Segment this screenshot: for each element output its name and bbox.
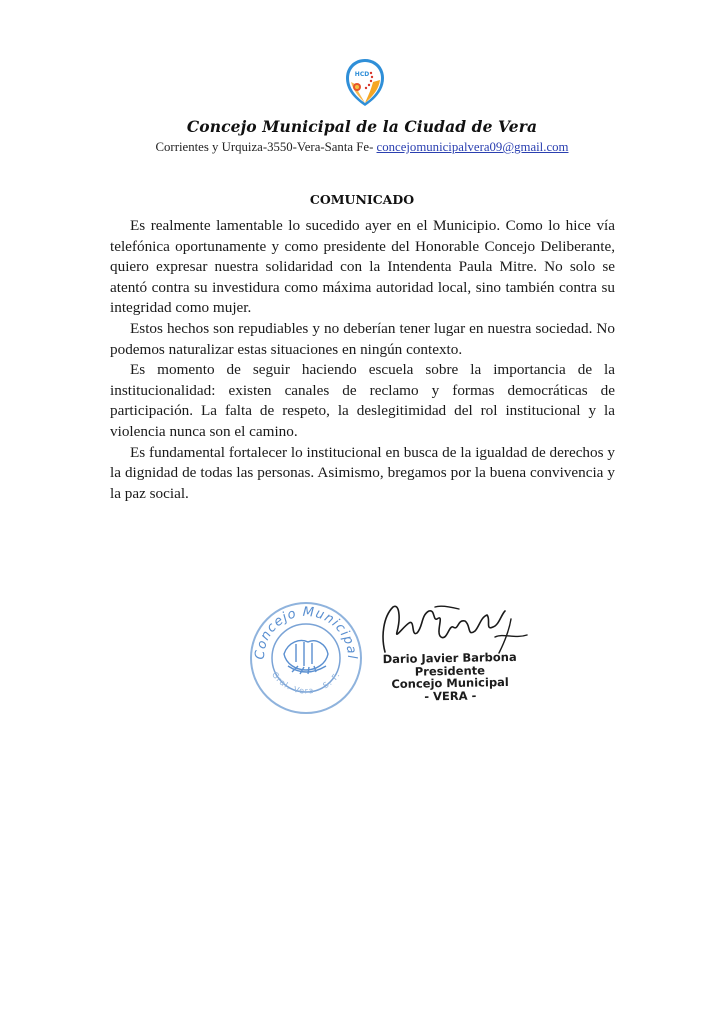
signer-title: Presidente — [414, 662, 486, 679]
document-heading: COMUNICADO — [309, 192, 415, 207]
signature-block — [380, 651, 521, 703]
organization-title: Concejo Municipal de la Ciudad de Vera — [186, 117, 538, 136]
signer-name: Dario Javier Barbona — [382, 649, 517, 667]
address-text: Corrientes y Urquiza-3550-Vera-Santa Fe- — [155, 140, 377, 154]
svg-text:Concejo Municipal — [253, 605, 359, 660]
official-stamp — [246, 596, 366, 716]
paragraph: Es momento de seguir haciendo escuela sobre la importancia de la institucionalidad: existen canales de reclamo y formas democráticas de participación. La falta de respeto, la deslegitimidad del rol institucional y la violencia nunca son el camino. — [110, 361, 615, 440]
signer-city: - VERA - — [424, 688, 477, 703]
organization-address — [0, 140, 724, 155]
stamp-emblem — [284, 641, 328, 675]
signer-organization: Concejo Municipal — [391, 674, 509, 692]
paragraph: Es realmente lamentable lo sucedido ayer en el Municipio. Como lo hice vía telefónica oportunamente y como presidente del Honorable Concejo Deliberante, quiero expresar nuestra solidaridad con la Intendenta Paula Mitre. No solo se atentó contra su investidura como máxima autoridad local, sino también contra su integridad como mujer. — [110, 217, 615, 317]
email-link[interactable]: concejomunicipalvera09@gmail.com — [376, 140, 569, 154]
paragraph: Estos hechos son repudiables y no deberían tener lugar en nuestra sociedad. No podemos naturalizar estas situaciones en ningún contexto. — [110, 319, 615, 358]
handwritten-signature — [375, 597, 535, 657]
paragraph: Es fundamental fortalecer lo institucional en busca de la igualdad de derechos y la dignidad de todas las personas. Asimismo, bregamos por la buena convivencia y la paz social. — [110, 443, 615, 502]
council-logo — [343, 56, 387, 108]
svg-text:Gral. Vera - S. F. — [270, 670, 342, 695]
stamp-text-bottom: Gral. Vera - S. F. — [270, 670, 342, 696]
stamp-text-top: Concejo Municipal — [252, 604, 360, 661]
document-body — [110, 216, 615, 504]
logo-text: HCD — [354, 71, 370, 78]
